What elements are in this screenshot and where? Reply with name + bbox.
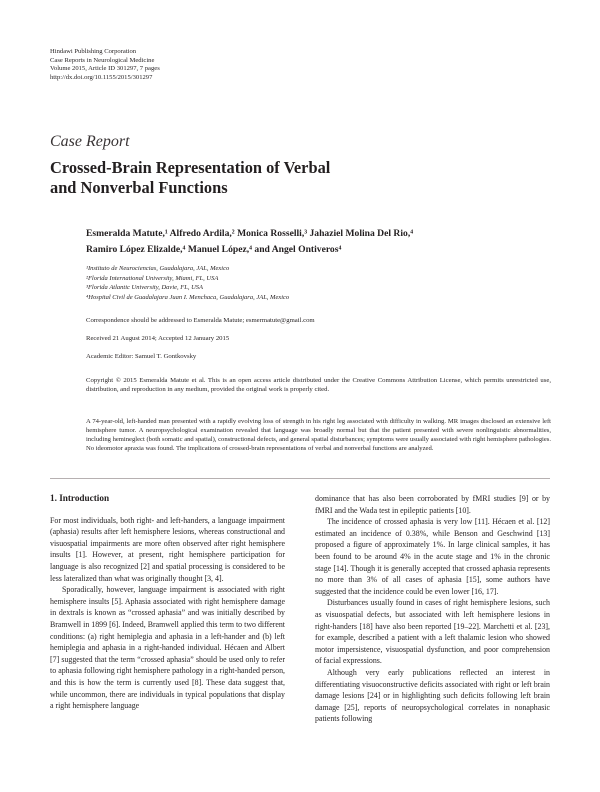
body-paragraph: Although very early publications reflected an interest in differentiating visuoconstructive deficits associated with right or left brain damage lesions [24] or in highlighting such deficits following left brain damage [25], reports of neuropsychological correlates in nonaphasic patients following: [315, 667, 550, 724]
author-list: [86, 226, 546, 257]
article-title: [50, 158, 470, 198]
body-paragraph: The incidence of crossed aphasia is very low [11]. Hécaen et al. [12] estimated an incidence of 0.38%, while Benson and Geschwind [13] proposed a figure of approximately 1%. In large clinical samples, it has been found to be around 4% in the acute stage and 1% in the chronic stage [14]. Though it is generally accepted that crossed aphasia represents no more than 3% of all cases of aphasia [15], some authors have suggested that the incidence could be even lower [16, 17].: [315, 517, 550, 596]
doi-link[interactable]: http://dx.doi.org/10.1155/2015/301297: [50, 73, 153, 81]
body-column-right: [315, 493, 550, 725]
publisher-line: Hindawi Publishing Corporation: [50, 48, 137, 55]
title-line: Crossed-Brain Representation of Verbal: [50, 158, 331, 177]
volume-line: Volume 2015, Article ID 301297, 7 pages: [50, 65, 160, 73]
affiliation: ²Florida International University, Miami, FL, USA: [86, 274, 219, 282]
body-column-left: [50, 493, 285, 712]
affiliation-list: [86, 264, 289, 302]
body-paragraph: Disturbances usually found in cases of right hemisphere lesions, such as visuospatial defects, but associated with left hemisphere lesions in right-handers [18] have also been reported [19–22]. Marchetti et al. [23], for example, described a patient with a left thalamic lesion who showed motor impersistence, visuospatial dysfunction, and poor comprehension of facial expressions.: [315, 598, 550, 666]
author-line: Esmeralda Matute,¹ Alfredo Ardila,² Monica Rosselli,³ Jahaziel Molina Del Rio,⁴: [86, 228, 414, 239]
author-line: Ramiro López Elizalde,⁴ Manuel López,⁴ and Angel Ontiveros⁴: [86, 243, 342, 255]
correspondence-note: Correspondence should be addressed to Esmeralda Matute; esmermatute@gmail.com: [86, 317, 315, 324]
copyright-notice: Copyright © 2015 Esmeralda Matute et al. This is an open access article distributed under the Creative Commons Attribution License, which permits unrestricted use, distribution, and reproduction in any medium, provided the original work is properly cited.: [86, 377, 551, 394]
affiliation: ⁴Hospital Civil de Guadalajara Juan I. Menchaca, Guadalajara, JAL, Mexico: [86, 293, 290, 301]
body-paragraph: dominance that has also been corroborated by fMRI studies [9] or by fMRI and the Wada test in epileptic patients [10].: [315, 494, 550, 515]
title-line: and Nonverbal Functions: [50, 178, 228, 197]
body-paragraph: For most individuals, both right- and left-handers, a language impairment (aphasia) results after left hemisphere lesions, whereas constructional and visuospatial impairments are more often observed after right hemisphere insults [1]. However, at present, right hemisphere participation for language is also recognized [2] and spatial processing is considered to be less lateralized than what was originally thought [3, 4].: [50, 515, 285, 583]
abstract: A 74-year-old, left-handed man presented with a rapidly evolving loss of strength in his right leg associated with difficulty in walking. MR images disclosed an extensive left hemisphere tumor. A neuropsychological examination revealed that language was broadly normal but that the patient presented with severe nonlinguistic abnormalities, including hemineglect (both somatic and spatial), constructional defects, and general spatial disturbances; symptoms were usually associated with right hemisphere pathologies. No ideomotor apraxia was found. The implications of crossed-brain representations of verbal and nonverbal functions are analyzed.: [86, 418, 551, 453]
journal-line: Case Reports in Neurological Medicine: [50, 56, 155, 64]
academic-editor: Academic Editor: Samuel T. Gontkovsky: [86, 353, 197, 360]
article-type: Case Report: [50, 133, 130, 150]
affiliation: ¹Instituto de Neurociencias, Guadalajara, JAL, Mexico: [86, 265, 230, 272]
affiliation: ³Florida Atlantic University, Davie, FL, USA: [86, 284, 204, 292]
body-paragraph: Sporadically, however, language impairment is associated with right hemisphere insults [5]. Aphasia associated with right hemisphere damage in dextrals is known as “crossed aphasia” and was initially described by Bramwell in 1899 [6]. Indeed, Bramwell applied this term to two different conditions: (a) right hemiplegia and aphasia in a left-hander and (b) left hemiplegia and aphasia in a right-handed individual. Hécaen and Albert [7] suggested that the term “crossed aphasia” should be used only to refer to aphasia following right hemisphere pathology in a right-handed person, and this is how the term is currently used [8]. These data suggest that, while uncommon, there are individuals in typical populations that display a right hemisphere language: [50, 585, 285, 711]
journal-header: [50, 48, 160, 82]
section-divider: [50, 478, 550, 479]
section-heading: 1. Introduction: [50, 493, 110, 503]
received-accepted-dates: Received 21 August 2014; Accepted 12 January 2015: [86, 335, 230, 342]
